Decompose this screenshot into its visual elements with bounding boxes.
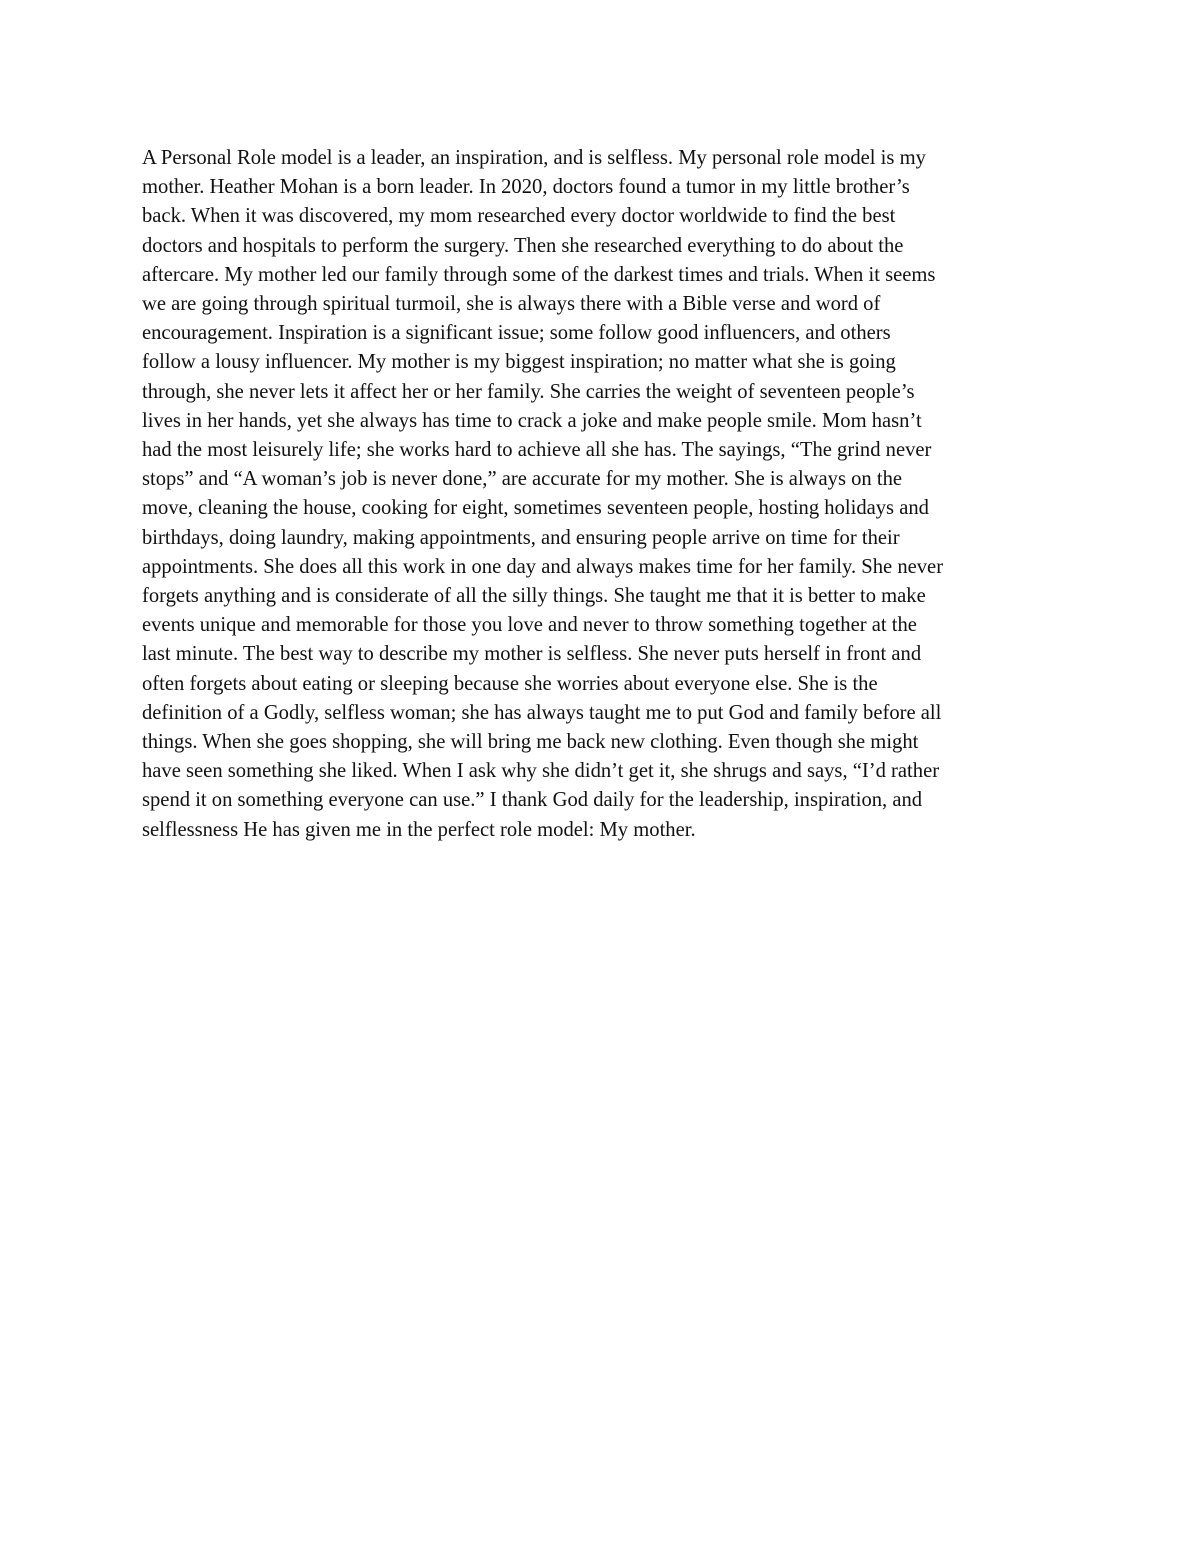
paragraph-line: birthdays, doing laundry, making appointments, and ensuring people arrive on time for their [142, 526, 900, 549]
paragraph-line: lives in her hands, yet she always has time to crack a joke and make people smile. Mom hasn’t [142, 409, 922, 432]
paragraph-line: spend it on something everyone can use.” I thank God daily for the leadership, inspiration, and [142, 789, 923, 812]
paragraph-line: events unique and memorable for those you love and never to throw something together at the [142, 614, 917, 637]
paragraph-line: had the most leisurely life; she works hard to achieve all she has. The sayings, “The grind never [142, 439, 932, 462]
paragraph-line: back. When it was discovered, my mom researched every doctor worldwide to find the best [142, 205, 896, 228]
paragraph-line: often forgets about eating or sleeping because she worries about everyone else. She is the [142, 672, 878, 695]
paragraph-line: mother. Heather Mohan is a born leader. In 2020, doctors found a tumor in my little brother’s [142, 176, 910, 199]
paragraph-line: A Personal Role model is a leader, an inspiration, and is selfless. My personal role model is my [142, 147, 926, 169]
paragraph-line: last minute. The best way to describe my mother is selfless. She never puts herself in front and [142, 643, 922, 666]
paragraph-line: aftercare. My mother led our family through some of the darkest times and trials. When it seems [142, 263, 936, 286]
paragraph-line: doctors and hospitals to perform the surgery. Then she researched everything to do about the [142, 234, 904, 257]
paragraph-line: have seen something she liked. When I ask why she didn’t get it, she shrugs and says, “I’d rather [142, 760, 940, 783]
paragraph-line: follow a lousy influencer. My mother is my biggest inspiration; no matter what she is going [142, 351, 896, 374]
essay-paragraph [142, 144, 1072, 845]
paragraph-line: encouragement. Inspiration is a significant issue; some follow good influencers, and others [142, 322, 891, 345]
paragraph-line: definition of a Godly, selfless woman; she has always taught me to put God and family before all [142, 701, 942, 724]
paragraph-line: stops” and “A woman’s job is never done,” are accurate for my mother. She is always on the [142, 468, 903, 491]
paragraph-line: things. When she goes shopping, she will bring me back new clothing. Even though she might [142, 731, 919, 754]
paragraph-line: appointments. She does all this work in one day and always makes time for her family. She never [142, 555, 944, 578]
paragraph-line: we are going through spiritual turmoil, she is always there with a Bible verse and word of [142, 293, 881, 316]
paragraph-line: forgets anything and is considerate of all the silly things. She taught me that it is better to make [142, 585, 926, 608]
paragraph-line: through, she never lets it affect her or her family. She carries the weight of seventeen people’s [142, 380, 915, 403]
paragraph-line: move, cleaning the house, cooking for eight, sometimes seventeen people, hosting holidays and [142, 497, 929, 520]
paragraph-line: selflessness He has given me in the perfect role model: My mother. [142, 818, 696, 841]
